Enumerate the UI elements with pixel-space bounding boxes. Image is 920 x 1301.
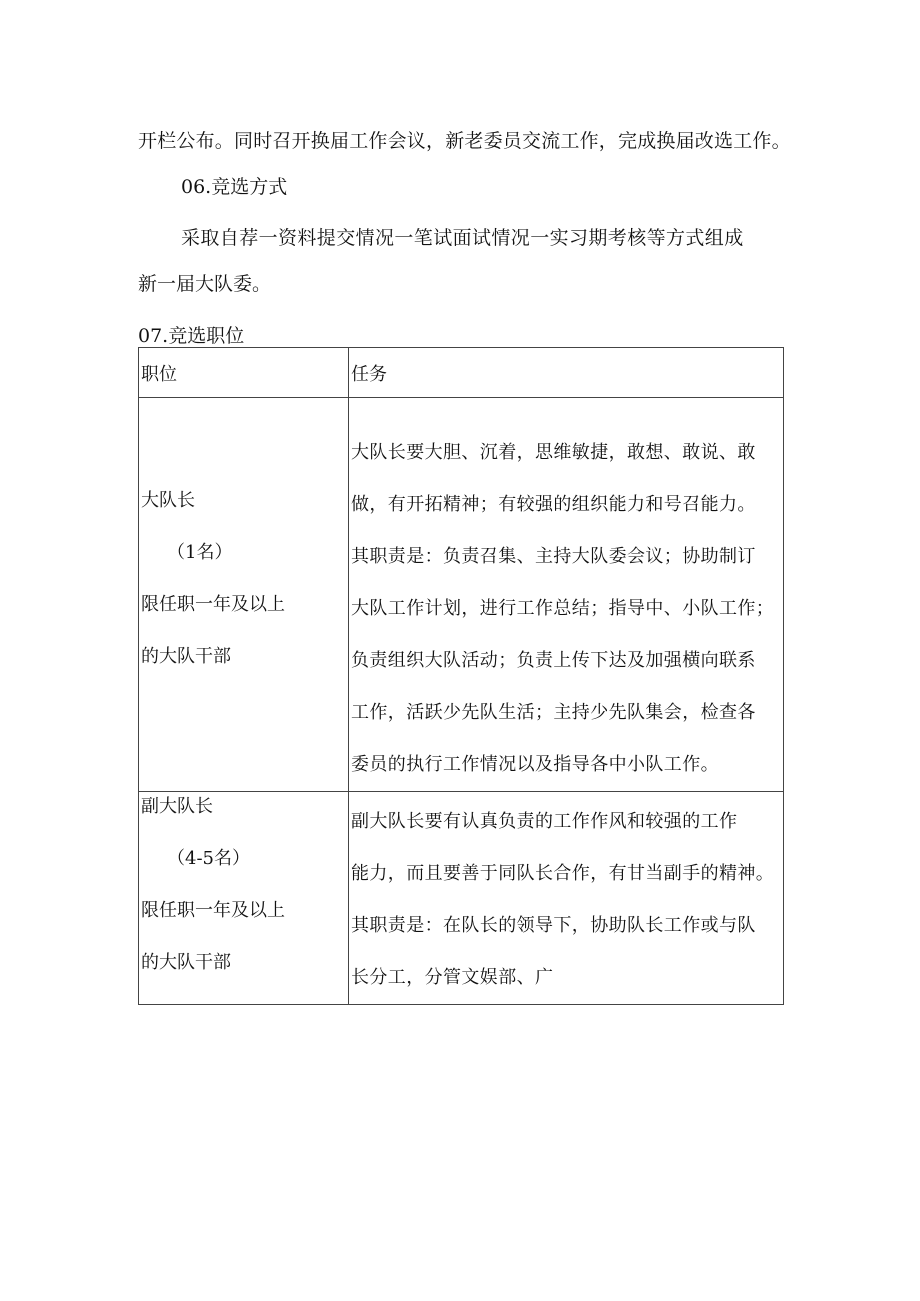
task-line: 其职责是：负责召集、主持大队委会议；协助制订 [351, 546, 756, 567]
paragraph-announcement: 开栏公布。同时召开换届工作会议，新老委员交流工作，完成换届改选工作。 [138, 130, 791, 152]
heading-election-method: 06.竞选方式 [181, 176, 288, 198]
header-position-label: 职位 [141, 364, 177, 385]
task-line: 做，有开拓精神；有较强的组织能力和号召能力。 [351, 494, 756, 515]
task-cell [349, 398, 784, 792]
task-line: 其职责是：在队长的领导下，协助队长工作或与队 [351, 915, 756, 936]
task-cell [349, 792, 784, 1005]
task-line: 委员的执行工作情况以及指导各中小队工作。 [351, 754, 719, 775]
task-line: 副大队长要有认真负责的工作作风和较强的工作 [351, 811, 738, 832]
task-line: 能力，而且要善于同队长合作，有甘当副手的精神。 [351, 863, 775, 884]
position-requirement-line1: 限任职一年及以上 [141, 594, 285, 615]
position-cell [139, 398, 349, 792]
election-method-text-line1: 采取自荐一资料提交情况一笔试面试情况一实习期考核等方式组成 [181, 227, 744, 249]
position-requirement-line2: 的大队干部 [141, 952, 231, 973]
position-count: （1名） [167, 542, 233, 563]
positions-table [138, 347, 784, 1005]
election-method-text-line2: 新一届大队委。 [138, 273, 272, 295]
task-line: 负责组织大队活动；负责上传下达及加强横向联系 [351, 650, 756, 671]
position-requirement-line2: 的大队干部 [141, 646, 231, 667]
table-header-row [139, 348, 784, 398]
table-row-captain [139, 398, 784, 792]
header-task-label: 任务 [351, 364, 387, 385]
task-line: 大队工作计划，进行工作总结；指导中、小队工作； [351, 598, 775, 619]
position-requirement-line1: 限任职一年及以上 [141, 900, 285, 921]
header-cell-position [139, 348, 349, 398]
task-line: 工作，活跃少先队生活；主持少先队集会，检查各 [351, 702, 756, 723]
task-line: 大队长要大胆、沉着，思维敏捷，敢想、敢说、敢 [351, 442, 756, 463]
position-title: 大队长 [141, 490, 195, 511]
position-title: 副大队长 [141, 796, 213, 817]
task-line: 长分工，分管文娱部、广 [351, 967, 554, 988]
heading-election-positions: 07.竞选职位 [138, 325, 245, 347]
table-row-vice-captain [139, 792, 784, 1005]
position-cell [139, 792, 349, 1005]
header-cell-task [349, 348, 784, 398]
position-count: （4-5名） [167, 848, 250, 869]
